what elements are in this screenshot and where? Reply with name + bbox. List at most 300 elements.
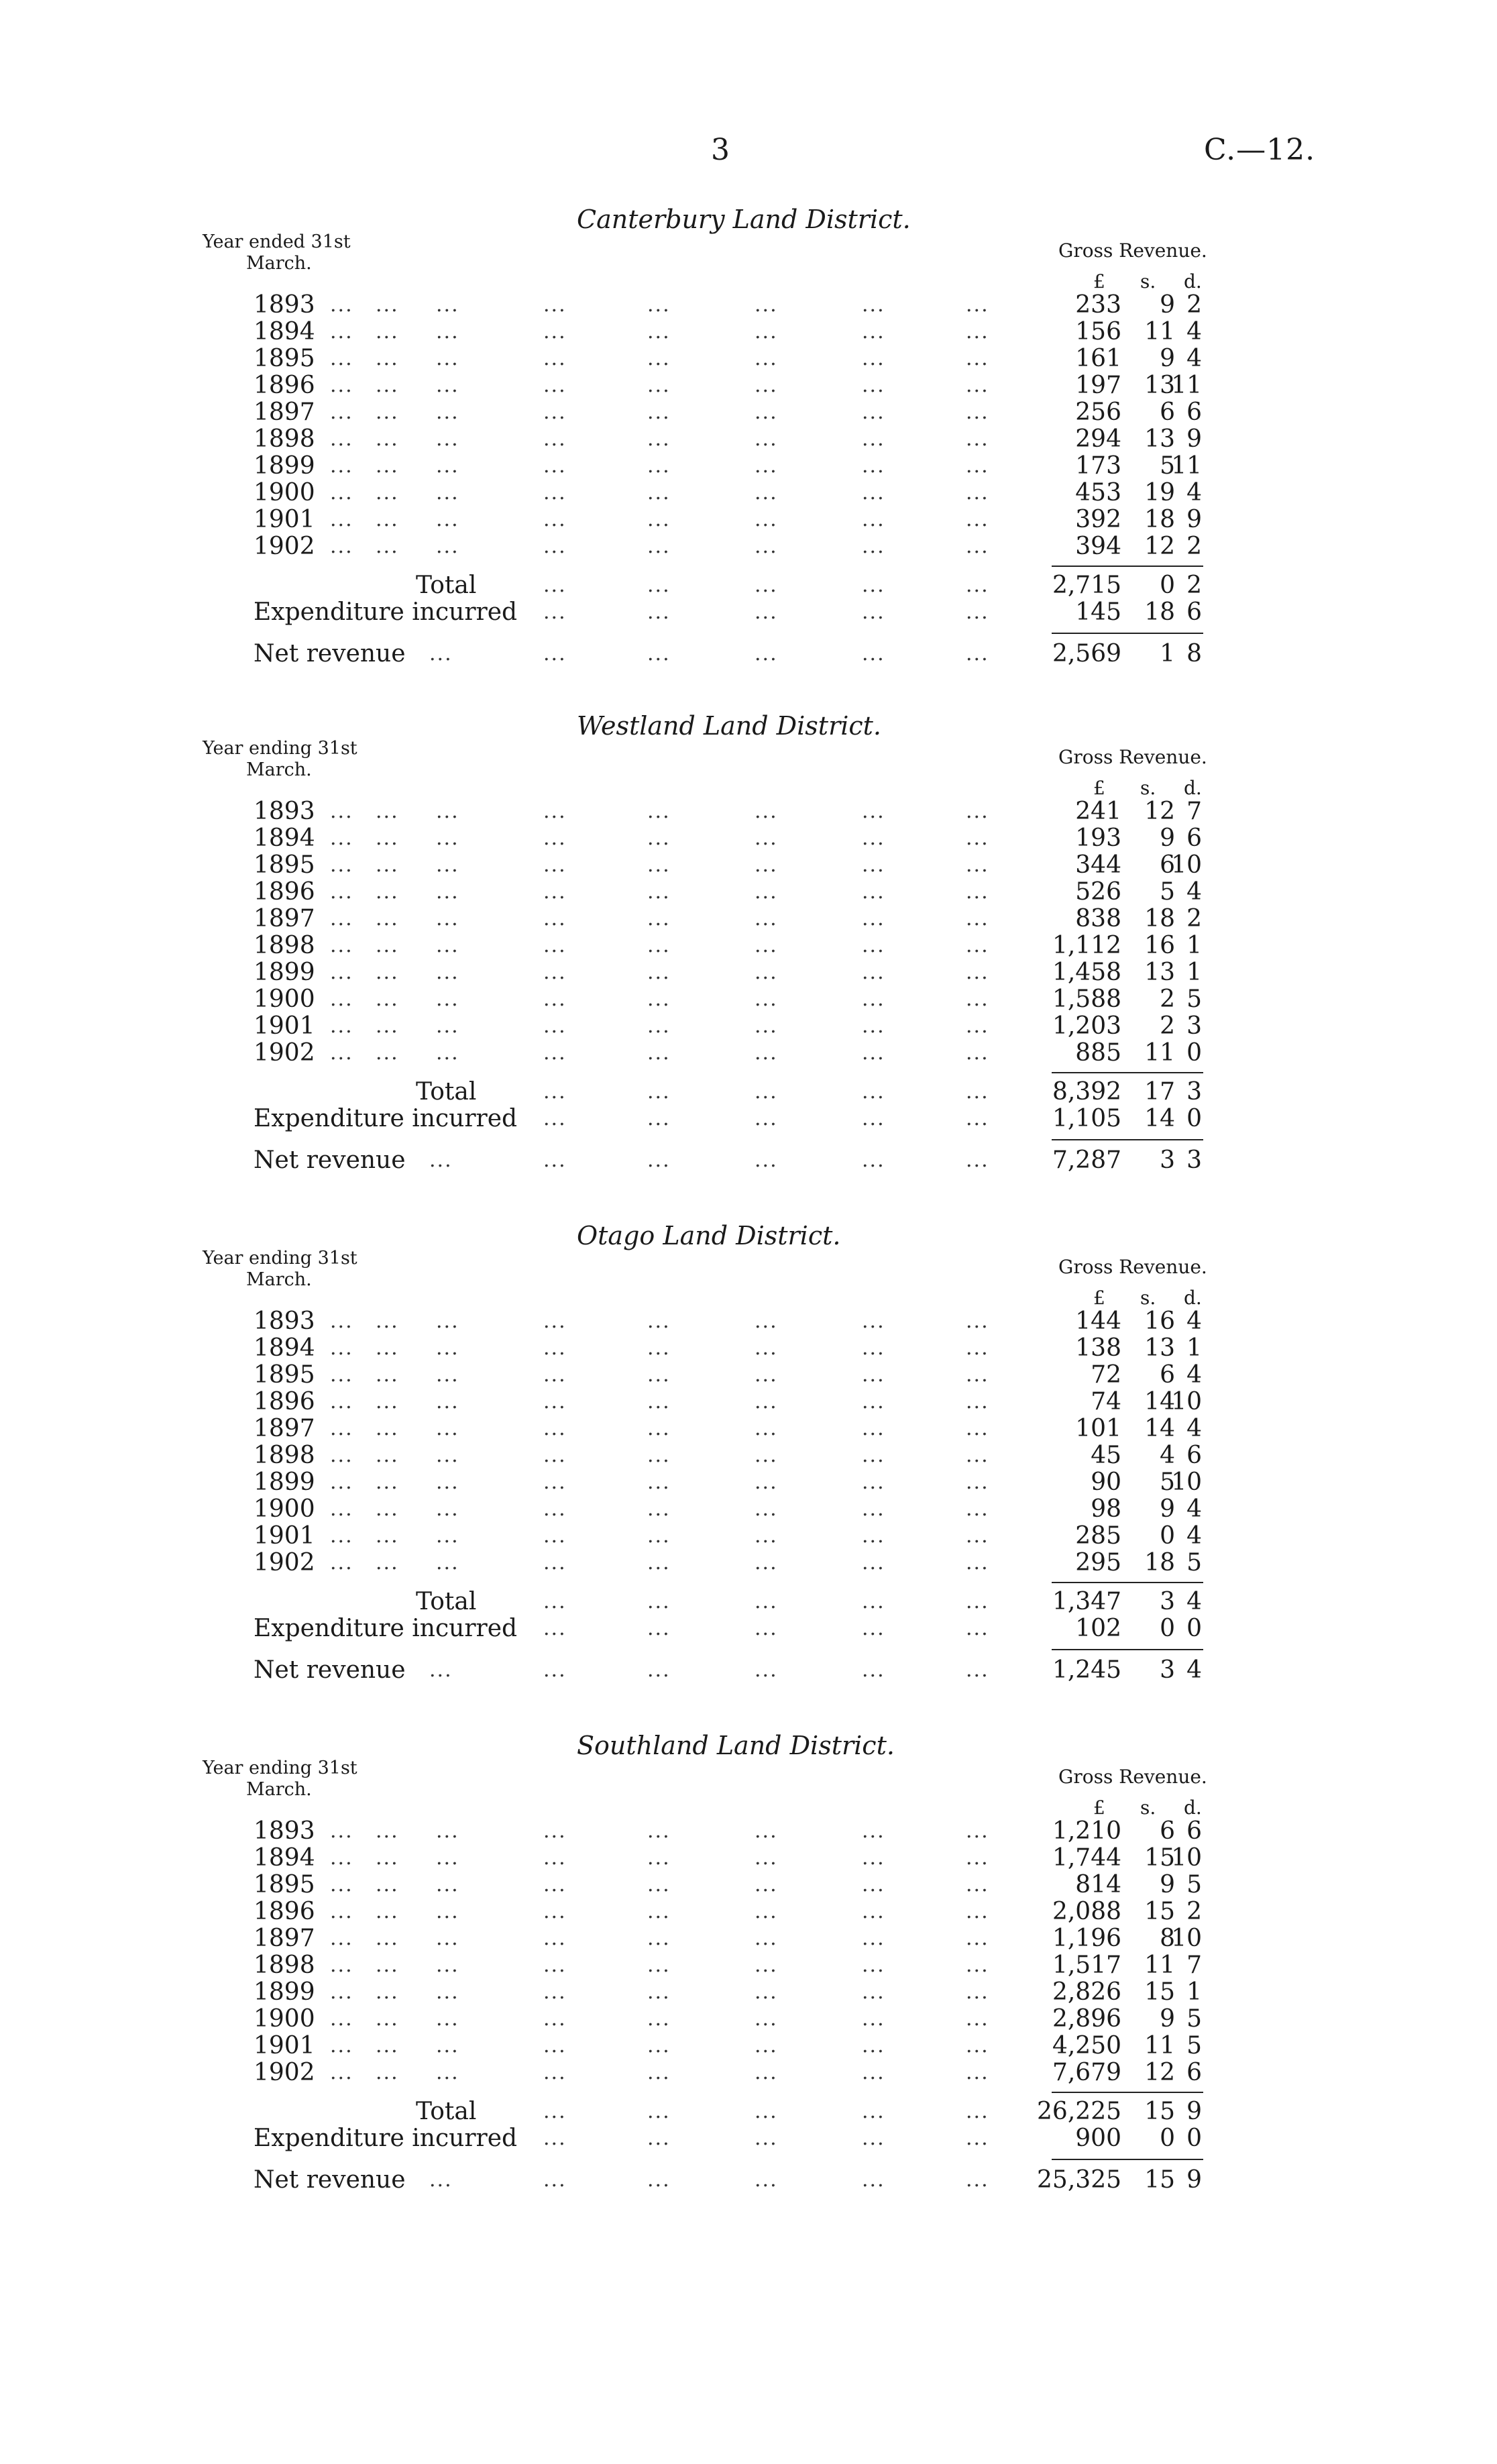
- leader-dots: ...: [862, 987, 885, 1011]
- leader-dots: ...: [330, 961, 353, 984]
- leader-dots: ...: [543, 853, 567, 877]
- leader-dots: ...: [436, 508, 459, 531]
- table-row: [0, 1496, 1497, 1523]
- leader-dots: ...: [436, 1980, 459, 2004]
- leader-dots: ...: [755, 1846, 778, 1870]
- leader-dots: ...: [330, 1041, 353, 1065]
- table-row: [0, 986, 1497, 1013]
- leader-dots: ...: [755, 1417, 778, 1440]
- leader-dots: ...: [436, 934, 459, 957]
- leader-dots: ...: [543, 600, 567, 624]
- table-row: [0, 932, 1497, 959]
- leader-dots: ...: [755, 535, 778, 558]
- shillings-value: 9: [1160, 1871, 1175, 1898]
- leader-dots: ...: [966, 320, 989, 343]
- leader-dots: ...: [543, 1148, 567, 1172]
- year-cell: 1893: [254, 1817, 315, 1845]
- leader-dots: ...: [330, 987, 353, 1011]
- shillings-value: 18: [1144, 598, 1175, 626]
- shillings-value: 18: [1144, 905, 1175, 932]
- leader-dots: ...: [966, 1551, 989, 1574]
- leader-dots: ...: [966, 880, 989, 904]
- table-row: [0, 480, 1497, 506]
- leader-dots: ...: [436, 1873, 459, 1896]
- leader-dots: ...: [966, 1658, 989, 1682]
- pence-value: 2: [1186, 533, 1202, 560]
- leader-dots: ...: [543, 1390, 567, 1413]
- shillings-heading: s.: [1140, 777, 1156, 799]
- leader-dots: ...: [862, 427, 885, 451]
- leader-dots: ...: [436, 1497, 459, 1521]
- leader-dots: ...: [647, 907, 671, 930]
- leader-dots: ...: [543, 934, 567, 957]
- shillings-value: 11: [1144, 1951, 1175, 1979]
- year-cell: 1893: [254, 798, 315, 825]
- leader-dots: ...: [755, 1390, 778, 1413]
- shillings-value: 6: [1160, 1361, 1175, 1389]
- leader-dots: ...: [647, 427, 671, 451]
- leader-dots: ...: [862, 293, 885, 317]
- pounds-value: 25,325: [1037, 2166, 1121, 2194]
- gross-revenue-heading: Gross Revenue.: [1058, 1766, 1207, 1788]
- pence-value: 3: [1186, 1078, 1202, 1106]
- table-row: [0, 1335, 1497, 1362]
- leader-dots: ...: [755, 2007, 778, 2031]
- leader-dots: ...: [330, 880, 353, 904]
- leader-dots: ...: [862, 2034, 885, 2057]
- leader-dots: ...: [330, 2061, 353, 2084]
- pence-value: 3: [1186, 1146, 1202, 1174]
- table-row: [0, 453, 1497, 480]
- table-row: [0, 879, 1497, 906]
- pounds-value: 2,569: [1052, 640, 1121, 667]
- leader-dots: ...: [755, 2168, 778, 2192]
- leader-dots: ...: [966, 508, 989, 531]
- leader-dots: ...: [376, 454, 399, 478]
- leader-dots: ...: [966, 2061, 989, 2084]
- district-section: [0, 1221, 1497, 1704]
- leader-dots: ...: [755, 1900, 778, 1923]
- pounds-value: 295: [1075, 1549, 1121, 1576]
- net-revenue-row: [0, 641, 1497, 667]
- leader-dots: ...: [543, 826, 567, 850]
- leader-dots: ...: [436, 1390, 459, 1413]
- leader-dots: ...: [755, 481, 778, 504]
- pence-value: 5: [1186, 1871, 1202, 1898]
- leader-dots: ...: [543, 1417, 567, 1440]
- leader-dots: ...: [376, 1927, 399, 1950]
- leader-dots: ...: [436, 1014, 459, 1038]
- year-cell: 1898: [254, 1951, 315, 1979]
- shillings-value: 12: [1144, 2059, 1175, 2086]
- leader-dots: ...: [755, 1590, 778, 1613]
- document-reference: C.—12.: [1204, 133, 1316, 167]
- leader-dots: ...: [543, 1309, 567, 1333]
- leader-dots: ...: [647, 574, 671, 597]
- leader-dots: ...: [647, 1014, 671, 1038]
- leader-dots: ...: [966, 347, 989, 370]
- leader-dots: ...: [862, 1617, 885, 1640]
- leader-dots: ...: [436, 853, 459, 877]
- table-row: [0, 319, 1497, 345]
- table-row: [0, 852, 1497, 879]
- pence-value: 10: [1171, 1468, 1202, 1496]
- leader-dots: ...: [330, 320, 353, 343]
- leader-dots: ...: [862, 1953, 885, 1977]
- table-row: [0, 345, 1497, 372]
- pence-value: 4: [1186, 1656, 1202, 1684]
- leader-dots: ...: [966, 1309, 989, 1333]
- total-label: Total: [416, 2098, 477, 2125]
- pounds-value: 2,088: [1052, 1898, 1121, 1925]
- year-cell: 1898: [254, 425, 315, 453]
- table-row: [0, 1898, 1497, 1925]
- leader-dots: ...: [436, 347, 459, 370]
- leader-dots: ...: [330, 1873, 353, 1896]
- pounds-value: 1,458: [1052, 959, 1121, 986]
- leader-dots: ...: [376, 1444, 399, 1467]
- leader-dots: ...: [755, 1524, 778, 1548]
- leader-dots: ...: [647, 1363, 671, 1387]
- year-cell: 1899: [254, 1978, 315, 2006]
- subtotal-rule: [1052, 1072, 1203, 1073]
- leader-dots: ...: [543, 400, 567, 424]
- leader-dots: ...: [543, 1470, 567, 1494]
- leader-dots: ...: [376, 1417, 399, 1440]
- shillings-heading: s.: [1140, 1797, 1156, 1819]
- leader-dots: ...: [755, 1363, 778, 1387]
- leader-dots: ...: [862, 880, 885, 904]
- pounds-value: 7,679: [1052, 2059, 1121, 2086]
- pounds-value: 197: [1075, 372, 1121, 399]
- year-cell: 1897: [254, 905, 315, 932]
- total-label: Total: [416, 572, 477, 599]
- expenditure-label: Expenditure incurred: [254, 1615, 518, 1642]
- pence-value: 10: [1171, 851, 1202, 879]
- leader-dots: ...: [376, 1497, 399, 1521]
- leader-dots: ...: [436, 1336, 459, 1360]
- pence-value: 6: [1186, 398, 1202, 426]
- leader-dots: ...: [966, 1819, 989, 1843]
- subtotal-rule: [1052, 566, 1203, 567]
- pence-value: 1: [1186, 1978, 1202, 2006]
- leader-dots: ...: [376, 800, 399, 823]
- table-row: [0, 292, 1497, 319]
- pence-value: 9: [1186, 2098, 1202, 2125]
- net-rule: [1052, 1139, 1203, 1140]
- leader-dots: ...: [543, 1953, 567, 1977]
- leader-dots: ...: [647, 320, 671, 343]
- leader-dots: ...: [966, 574, 989, 597]
- shillings-value: 0: [1160, 1522, 1175, 1550]
- shillings-value: 11: [1144, 318, 1175, 345]
- leader-dots: ...: [376, 880, 399, 904]
- leader-dots: ...: [755, 1819, 778, 1843]
- leader-dots: ...: [966, 1107, 989, 1130]
- pence-value: 0: [1186, 2125, 1202, 2152]
- leader-dots: ...: [647, 1551, 671, 1574]
- leader-dots: ...: [376, 1980, 399, 2004]
- leader-dots: ...: [436, 293, 459, 317]
- table-row: [0, 1925, 1497, 1952]
- leader-dots: ...: [966, 642, 989, 665]
- pounds-value: 453: [1075, 479, 1121, 506]
- leader-dots: ...: [436, 400, 459, 424]
- year-cell: 1899: [254, 452, 315, 480]
- net-revenue-label: Net revenue: [254, 640, 406, 667]
- pounds-heading: £: [1093, 1287, 1105, 1309]
- pence-value: 6: [1186, 598, 1202, 626]
- leader-dots: ...: [330, 374, 353, 397]
- leader-dots: ...: [647, 934, 671, 957]
- leader-dots: ...: [330, 800, 353, 823]
- pence-value: 4: [1186, 1588, 1202, 1615]
- leader-dots: ...: [755, 1658, 778, 1682]
- leader-dots: ...: [543, 961, 567, 984]
- pounds-value: 2,715: [1052, 572, 1121, 599]
- leader-dots: ...: [543, 1497, 567, 1521]
- leader-dots: ...: [966, 293, 989, 317]
- pounds-value: 233: [1075, 291, 1121, 319]
- pence-value: 8: [1186, 640, 1202, 667]
- leader-dots: ...: [755, 1444, 778, 1467]
- year-cell: 1894: [254, 824, 315, 852]
- leader-dots: ...: [543, 374, 567, 397]
- leader-dots: ...: [966, 2007, 989, 2031]
- shillings-value: 9: [1160, 291, 1175, 319]
- leader-dots: ...: [862, 642, 885, 665]
- leader-dots: ...: [647, 1927, 671, 1950]
- leader-dots: ...: [966, 427, 989, 451]
- leader-dots: ...: [543, 1658, 567, 1682]
- pounds-value: 1,112: [1052, 932, 1121, 959]
- year-label-line1: Year ending 31st: [203, 1758, 357, 1778]
- leader-dots: ...: [755, 853, 778, 877]
- shillings-value: 3: [1160, 1588, 1175, 1615]
- table-row: [0, 2033, 1497, 2059]
- pence-value: 0: [1186, 1615, 1202, 1642]
- pounds-value: 161: [1075, 345, 1121, 372]
- leader-dots: ...: [647, 2168, 671, 2192]
- year-cell: 1900: [254, 479, 315, 506]
- leader-dots: ...: [966, 400, 989, 424]
- leader-dots: ...: [755, 1497, 778, 1521]
- leader-dots: ...: [376, 1846, 399, 1870]
- pounds-value: 98: [1091, 1495, 1121, 1523]
- leader-dots: ...: [862, 1014, 885, 1038]
- pounds-value: 1,744: [1052, 1844, 1121, 1872]
- pounds-value: 7,287: [1052, 1146, 1121, 1174]
- shillings-value: 13: [1144, 425, 1175, 453]
- year-cell: 1902: [254, 1039, 315, 1067]
- year-cell: 1900: [254, 1495, 315, 1523]
- pounds-value: 344: [1075, 851, 1121, 879]
- leader-dots: ...: [647, 508, 671, 531]
- table-row: [0, 1818, 1497, 1845]
- shillings-value: 11: [1144, 1039, 1175, 1067]
- leader-dots: ...: [862, 1873, 885, 1896]
- year-cell: 1898: [254, 1442, 315, 1469]
- leader-dots: ...: [966, 961, 989, 984]
- shillings-value: 14: [1144, 1105, 1175, 1132]
- leader-dots: ...: [543, 2127, 567, 2150]
- shillings-value: 15: [1144, 1844, 1175, 1872]
- leader-dots: ...: [330, 1363, 353, 1387]
- leader-dots: ...: [755, 347, 778, 370]
- leader-dots: ...: [647, 2007, 671, 2031]
- leader-dots: ...: [862, 454, 885, 478]
- pounds-value: 138: [1075, 1334, 1121, 1362]
- pence-value: 9: [1186, 425, 1202, 453]
- leader-dots: ...: [330, 454, 353, 478]
- leader-dots: ...: [647, 1819, 671, 1843]
- year-label-line1: Year ending 31st: [203, 738, 357, 759]
- leader-dots: ...: [862, 347, 885, 370]
- pounds-value: 2,826: [1052, 1978, 1121, 2006]
- shillings-value: 3: [1160, 1146, 1175, 1174]
- leader-dots: ...: [966, 1846, 989, 1870]
- leader-dots: ...: [330, 853, 353, 877]
- leader-dots: ...: [436, 1417, 459, 1440]
- pounds-value: 1,210: [1052, 1817, 1121, 1845]
- year-cell: 1897: [254, 1415, 315, 1442]
- leader-dots: ...: [647, 1497, 671, 1521]
- net-rule: [1052, 2159, 1203, 2160]
- year-cell: 1895: [254, 851, 315, 879]
- shillings-value: 0: [1160, 1615, 1175, 1642]
- leader-dots: ...: [862, 907, 885, 930]
- leader-dots: ...: [436, 961, 459, 984]
- table-row: [0, 1013, 1497, 1040]
- table-row: [0, 1845, 1497, 1872]
- net-revenue-label: Net revenue: [254, 2166, 406, 2194]
- year-column-label: [203, 1248, 357, 1291]
- leader-dots: ...: [862, 1590, 885, 1613]
- leader-dots: ...: [543, 1524, 567, 1548]
- year-cell: 1901: [254, 1522, 315, 1550]
- leader-dots: ...: [376, 1309, 399, 1333]
- leader-dots: ...: [966, 535, 989, 558]
- leader-dots: ...: [966, 1444, 989, 1467]
- leader-dots: ...: [755, 320, 778, 343]
- leader-dots: ...: [330, 535, 353, 558]
- expenditure-label: Expenditure incurred: [254, 2125, 518, 2152]
- leader-dots: ...: [330, 1819, 353, 1843]
- leader-dots: ...: [755, 1980, 778, 2004]
- leader-dots: ...: [330, 347, 353, 370]
- pence-value: 11: [1171, 452, 1202, 480]
- pence-value: 5: [1186, 2005, 1202, 2033]
- leader-dots: ...: [543, 1014, 567, 1038]
- leader-dots: ...: [966, 1080, 989, 1104]
- year-cell: 1902: [254, 2059, 315, 2086]
- shillings-value: 13: [1144, 959, 1175, 986]
- leader-dots: ...: [966, 907, 989, 930]
- leader-dots: ...: [755, 2061, 778, 2084]
- year-cell: 1902: [254, 1549, 315, 1576]
- leader-dots: ...: [755, 1617, 778, 1640]
- leader-dots: ...: [966, 853, 989, 877]
- shillings-value: 8: [1160, 1925, 1175, 1952]
- leader-dots: ...: [966, 1980, 989, 2004]
- pounds-value: 2,896: [1052, 2005, 1121, 2033]
- pence-value: 1: [1186, 1334, 1202, 1362]
- pence-value: 1: [1186, 959, 1202, 986]
- leader-dots: ...: [543, 1980, 567, 2004]
- leader-dots: ...: [647, 1148, 671, 1172]
- year-cell: 1900: [254, 985, 315, 1013]
- leader-dots: ...: [330, 481, 353, 504]
- pence-value: 4: [1186, 1361, 1202, 1389]
- leader-dots: ...: [862, 1900, 885, 1923]
- table-row: [0, 533, 1497, 560]
- table-row: [0, 1362, 1497, 1389]
- year-label-line1: Year ending 31st: [203, 1248, 357, 1269]
- leader-dots: ...: [543, 2100, 567, 2123]
- leader-dots: ...: [647, 293, 671, 317]
- table-row: [0, 426, 1497, 453]
- pounds-heading: £: [1093, 1797, 1105, 1819]
- leader-dots: ...: [755, 642, 778, 665]
- leader-dots: ...: [543, 880, 567, 904]
- leader-dots: ...: [755, 1107, 778, 1130]
- gross-revenue-heading: Gross Revenue.: [1058, 239, 1207, 262]
- leader-dots: ...: [543, 1107, 567, 1130]
- leader-dots: ...: [436, 2061, 459, 2084]
- pence-heading: d.: [1184, 270, 1202, 292]
- leader-dots: ...: [543, 1590, 567, 1613]
- pence-value: 4: [1186, 1522, 1202, 1550]
- leader-dots: ...: [376, 1363, 399, 1387]
- pence-value: 5: [1186, 1549, 1202, 1576]
- year-column-label: [203, 231, 351, 274]
- table-row: [0, 2059, 1497, 2086]
- leader-dots: ...: [436, 826, 459, 850]
- leader-dots: ...: [966, 1900, 989, 1923]
- leader-dots: ...: [966, 600, 989, 624]
- leader-dots: ...: [647, 2034, 671, 2057]
- leader-dots: ...: [376, 1014, 399, 1038]
- table-row: [0, 506, 1497, 533]
- year-cell: 1898: [254, 932, 315, 959]
- leader-dots: ...: [436, 1470, 459, 1494]
- leader-dots: ...: [330, 508, 353, 531]
- leader-dots: ...: [647, 2100, 671, 2123]
- leader-dots: ...: [647, 1336, 671, 1360]
- total-row: [0, 2098, 1497, 2125]
- leader-dots: ...: [755, 1148, 778, 1172]
- leader-dots: ...: [755, 800, 778, 823]
- shillings-value: 16: [1144, 932, 1175, 959]
- leader-dots: ...: [376, 1470, 399, 1494]
- leader-dots: ...: [647, 826, 671, 850]
- leader-dots: ...: [543, 1819, 567, 1843]
- leader-dots: ...: [966, 1953, 989, 1977]
- shillings-value: 5: [1160, 878, 1175, 906]
- shillings-value: 5: [1160, 1468, 1175, 1496]
- year-column-label: [203, 738, 357, 781]
- leader-dots: ...: [330, 1524, 353, 1548]
- pence-heading: d.: [1184, 1797, 1202, 1819]
- leader-dots: ...: [755, 826, 778, 850]
- leader-dots: ...: [862, 320, 885, 343]
- pounds-value: 1,588: [1052, 985, 1121, 1013]
- leader-dots: ...: [862, 1390, 885, 1413]
- leader-dots: ...: [543, 1873, 567, 1896]
- leader-dots: ...: [862, 1497, 885, 1521]
- shillings-value: 12: [1144, 798, 1175, 825]
- leader-dots: ...: [436, 987, 459, 1011]
